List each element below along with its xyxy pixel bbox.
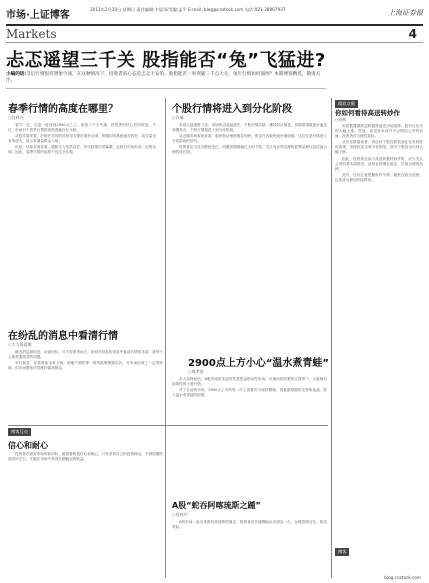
article-body: [8, 350, 163, 420]
footer-url[interactable]: blog.cnstock.com: [384, 575, 421, 580]
article-title: 信心和耐心: [8, 441, 48, 450]
divider: [8, 425, 328, 426]
paragraph: 投资者应当适当降低仓位，回避前期涨幅过大的个股，关注有业绩支撑的蓝筹品种以及估值合理的成长股。: [172, 145, 327, 155]
column-divider: [165, 98, 166, 578]
article-title: A股“蛇吞阿喀琉斯之踵”: [172, 501, 261, 510]
article-title: 个股行情将进入到分化阶段: [172, 104, 292, 115]
editor-note-lead: 小编的话:: [6, 72, 27, 77]
paragraph: 因此，投资者在参与高送转题材炒作时，应当关注公司的基本面情况，选择业绩增长稳定、估值合理的品种。: [335, 156, 423, 171]
paragraph: 央行加息、存款准备金率上调、房地产调控等一系列政策相继出台，对市场形成了一定的影响，但市场整体仍然维持震荡格局。: [8, 361, 163, 371]
article-author: ○肖林兴: [8, 115, 24, 120]
sidebar-footer-tag: 博客: [335, 548, 349, 556]
brand-logo: 上海证券报: [388, 9, 423, 17]
section-title: 市场·上证博客: [6, 10, 70, 21]
paragraph: 本人始终坚信，A股市场的本质仍然是资金推动型市场，在流动性收紧的大背景下，大盘难有持续性的上涨行情。: [172, 377, 327, 387]
sidebar-body: [335, 124, 423, 564]
paragraph: 此外，还应注意把握炒作节奏，避免在高位追涨，以免成为最后的接棒者。: [335, 172, 423, 182]
article-body: [8, 452, 163, 577]
paragraph: 从近期市场表现来看，板块轮动速度明显加快，资金在各板块间快速切换，这往往是行情进入分化阶段的信号。: [172, 134, 327, 144]
paragraph: A股市场一直以来都有其独特的弱点，投资者应当清醒地认识到这一点，合理控制仓位，防范风险。: [172, 520, 327, 530]
article-title: 在纷乱的消息中看清行情: [8, 331, 118, 342]
paragraph: 但是，从基本面来看，通胀压力依然存在，货币政策仍然偏紧，这将对市场形成一定的压制。因此，春季行情的高度不宜过分乐观。: [8, 145, 156, 155]
paragraph: 投资者在面对市场的波动时，最需要的是信心和耐心。只有坚持自己的投资理念，不被短期的波动所左右，才能在市场中获得长期稳定的收益。: [8, 452, 163, 462]
paragraph: 年报披露期高送转题材备受市场追捧，股价往往出现大幅上涨。然而，高送转本身并不会增加公司的价值，投资者应当理性看待。: [335, 124, 423, 139]
article-author: ○许瑞: [172, 115, 184, 120]
editor-note: [6, 72, 326, 89]
markets-label: Markets: [6, 27, 57, 41]
section-tag: 博客互动: [8, 428, 31, 436]
article-author: ○周孝英: [188, 369, 204, 374]
paragraph: 春节一过，大盘一度回到2900点之上，收复了不少失地，投资者的信心有所恢复。不过，市场对于春季行情的高度普遍存在分歧。: [8, 123, 156, 133]
sidebar-title: 你如何看待高送转炒作: [335, 109, 400, 117]
article-body: [172, 377, 327, 497]
article-author: ○大力周爱娜: [8, 342, 32, 347]
article-body: [8, 123, 156, 318]
paragraph: 对于目前的市场，2900点上方的每一次上攻都应当保持警惕，切莫被短期的反弹所迷惑，陷入温水煮青蛙的困境。: [172, 388, 327, 398]
article-title: 春季行情的高度在哪里？: [8, 104, 118, 115]
sidebar-tag: 精彩点播: [335, 100, 358, 108]
article-author: ○肖林兴: [172, 512, 188, 517]
page-number: 4: [408, 27, 417, 41]
sidebar-author: ○刘林: [335, 117, 346, 122]
paragraph: 最近消息面纷扰，众说纷纭。对于投资者而言，如何在纷乱的消息中看清行情的本质，是每个人都需要面对的问题。: [8, 350, 163, 360]
issue-info: 2011年2月20日 星期日 责任编辑:卞晨哥/美编:孟平 E-mail: blog@cnstock.com 电话:021-38967937: [90, 7, 286, 12]
main-headline: 忐忑遥望三千关 股指能否“兔”飞猛进?: [6, 50, 326, 71]
paragraph: 从历史数据来看，高送转个股在除权前往往有较好的表现，但除权后走势分化明显，部分个股甚至出现大幅下跌。: [335, 140, 423, 155]
masthead: [6, 4, 423, 26]
editor-note-text: 节后行情很有想象空间。在这种情况下，投资者的心态是忐忑不安的。股指能否一举突破三千点大关，兔年行情如何演绎？本期博客精选，敬请关注。: [6, 72, 321, 84]
article-body: [172, 520, 327, 577]
markets-bar: [6, 28, 423, 43]
paragraph: 本周大盘强势上攻，市场热点此起彼伏，个股行情活跃，赚钱效应明显，但随着指数逐步逼近前期高点，个股行情将进入到分化阶段。: [172, 123, 327, 133]
article-title: 2900点上方小心“温水煮青蛙”: [188, 358, 329, 369]
column-divider: [331, 98, 332, 578]
paragraph: 从技术面来看，沪指在年线附近获得支撑后展开反弹，短期均线系统逐步转好，成交量也有所放大，显示有增量资金入场。: [8, 134, 156, 144]
sidebar: [335, 100, 423, 578]
article-body: [172, 123, 327, 353]
